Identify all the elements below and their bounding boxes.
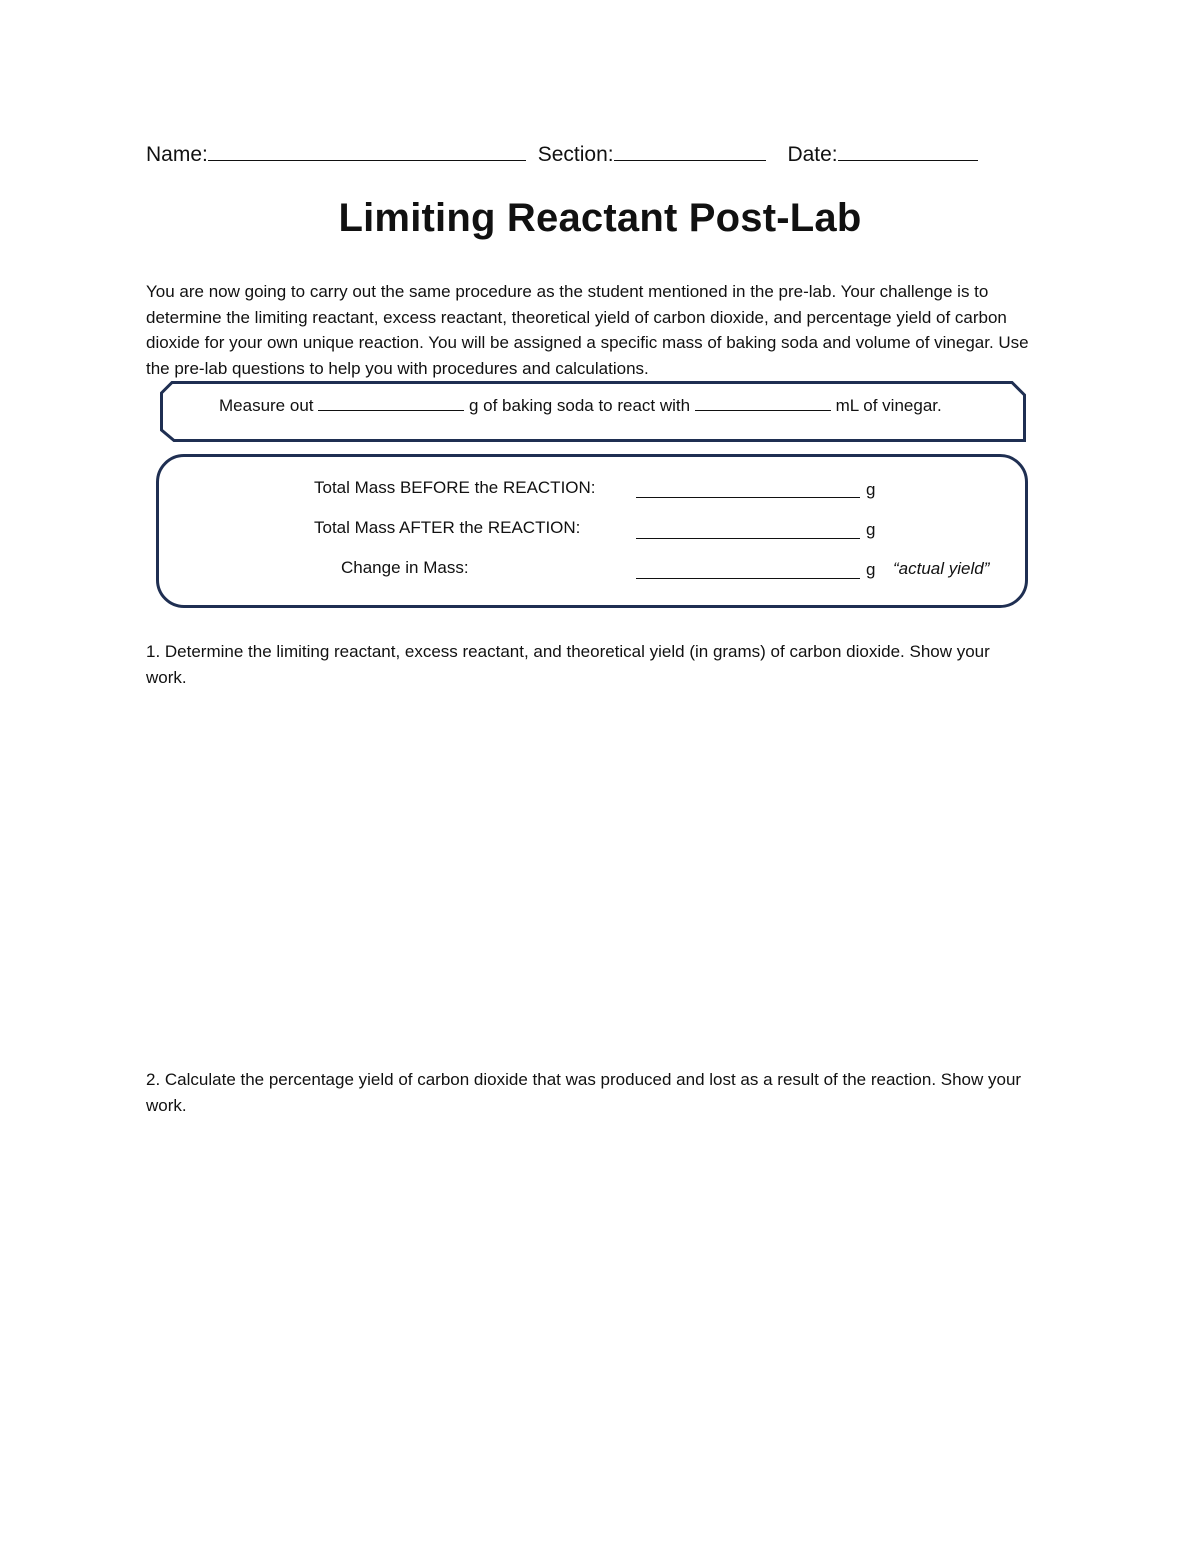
- before-label: Total Mass BEFORE the REACTION:: [314, 478, 596, 497]
- after-unit: g: [866, 520, 876, 539]
- name-label: Name:: [146, 143, 208, 166]
- measure-prefix: Measure out: [219, 396, 314, 415]
- measure-instruction: [219, 396, 942, 416]
- section-blank[interactable]: [614, 142, 766, 161]
- name-blank[interactable]: [208, 142, 526, 161]
- intro-paragraph: You are now going to carry out the same procedure as the student mentioned in the pre-lab. Your challenge is to determine the limiting reactant, excess reactant, theoretical yield of carbon dioxide, and percentage yield of carbon dioxide for your own unique reaction. You will be assigned a specific mass of baking soda and volume of vinegar. Use the pre-lab questions to help you with procedures and calculations.: [146, 282, 1029, 378]
- change-unit: g: [866, 560, 876, 579]
- before-blank[interactable]: [636, 497, 860, 498]
- question-1: 1. Determine the limiting reactant, excess reactant, and theoretical yield (in grams) of carbon dioxide. Show your work.: [146, 642, 990, 687]
- question-2: 2. Calculate the percentage yield of carbon dioxide that was produced and lost as a result of the reaction. Show your work.: [146, 1070, 1022, 1115]
- actual-yield-note: “actual yield”: [893, 559, 990, 578]
- measure-middle: g of baking soda to react with: [468, 396, 691, 415]
- name-field[interactable]: [146, 142, 526, 167]
- measure-suffix: mL of vinegar.: [835, 396, 942, 415]
- after-label: Total Mass AFTER the REACTION:: [314, 518, 581, 537]
- section-label: Section:: [537, 143, 614, 166]
- baking-soda-mass-blank[interactable]: [318, 396, 464, 411]
- section-field[interactable]: [538, 142, 766, 167]
- before-unit: g: [866, 480, 876, 499]
- header-fields: [146, 142, 978, 167]
- change-label: Change in Mass:: [341, 558, 469, 577]
- vinegar-volume-blank[interactable]: [695, 396, 831, 411]
- page-title: Limiting Reactant Post-Lab: [338, 196, 862, 240]
- date-field[interactable]: [787, 142, 977, 167]
- date-blank[interactable]: [838, 142, 978, 161]
- change-blank[interactable]: [636, 578, 860, 579]
- after-blank[interactable]: [636, 538, 860, 539]
- date-label: Date:: [787, 143, 838, 166]
